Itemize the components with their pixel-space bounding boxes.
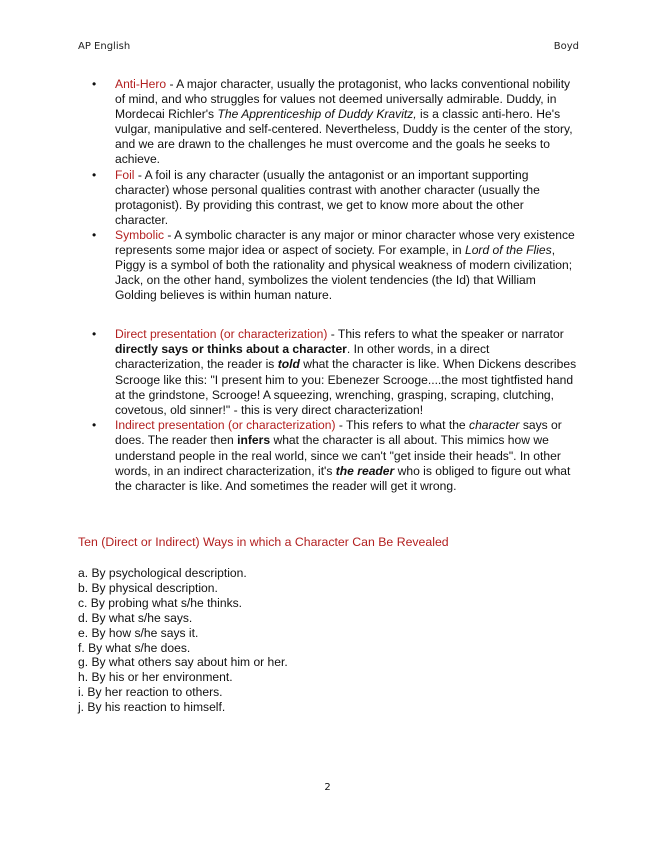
definition-text: character — [469, 418, 520, 433]
ways-list — [78, 566, 288, 715]
definition-text: The Apprenticeship of Duddy Kravitz, — [217, 107, 417, 122]
definition-text: directly says or thinks about a character — [115, 342, 347, 357]
way-item: c. By probing what s/he thinks. — [78, 595, 243, 610]
definition-term: Indirect presentation (or characterization) — [115, 418, 336, 433]
definition-item — [78, 228, 580, 303]
definition-term: Foil — [115, 167, 135, 182]
definition-list-presentation — [78, 327, 580, 494]
definition-term: Anti-Hero — [115, 77, 167, 91]
definition-item — [78, 327, 580, 418]
definition-item — [78, 418, 580, 494]
definition-text: is a classic anti-hero. He's vulgar, manipulative and self-centered. Nevertheless, Duddy is the center of the story, and we are drawn to the challenges he must overcome and the goals he seeks to achieve. — [115, 107, 573, 167]
definition-text: told — [277, 357, 300, 372]
way-item: d. By what s/he says. — [78, 610, 193, 625]
bullet-icon: • — [92, 167, 97, 182]
bullet-icon: • — [92, 327, 97, 341]
definition-text: - A symbolic character is any major or minor character whose very existence represents some major idea or aspect of society. For example, in — [115, 227, 575, 258]
definition-text: what the character is all about. This mimics how we understand people in the real world, since we can't "get inside their heads". In other words, in an indirect characterization, it's — [115, 433, 561, 478]
definition-text: who is obliged to figure out what the character is like. And sometimes the reader will get it wrong. — [115, 463, 571, 494]
way-item: g. By what others say about him or her. — [78, 655, 288, 670]
definition-term: Symbolic — [115, 227, 165, 242]
definition-text: Lord of the Flies — [464, 243, 552, 258]
definition-text: . In other words, in a direct characterization, the reader is — [115, 342, 490, 372]
bullet-icon: • — [92, 418, 97, 433]
bullet-icon: • — [92, 77, 97, 91]
definition-item — [78, 77, 580, 168]
way-item: a. By psychological description. — [78, 566, 247, 580]
definition-text: - A major character, usually the protagonist, who lacks conventional nobility of mind, and who struggles for values not deemed universally admirable. Duddy, in Mordecai Richler's — [115, 77, 571, 122]
way-item: h. By his or her environment. — [78, 670, 233, 685]
definition-list-types — [78, 77, 580, 303]
definition-term: Direct presentation (or characterization) — [115, 327, 328, 341]
definition-text: - This refers to what the — [335, 418, 470, 433]
way-item: f. By what s/he does. — [78, 640, 191, 655]
header-left: AP English — [78, 41, 131, 52]
bullet-icon: • — [92, 227, 97, 242]
way-item: i. By her reaction to others. — [78, 685, 223, 700]
way-item: e. By how s/he says it. — [78, 625, 199, 640]
definition-text: says or does. The reader then — [115, 418, 562, 448]
page-number: 2 — [324, 782, 331, 793]
definition-text: infers — [237, 433, 271, 448]
section-title: Ten (Direct or Indirect) Ways in which a Character Can Be Revealed — [78, 535, 449, 549]
definition-text: - A foil is any character (usually the antagonist or an important supporting character) whose personal qualities contrast with another character (usually the protagonist). By providing this contrast, we get to know more about the other character. — [115, 167, 540, 227]
definition-item — [78, 168, 580, 228]
definition-text: , Piggy is a symbol of both the rationality and physical weakness of modern civilization; Jack, on the other hand, symbolizes the violent tendencies (the Id) that William Golding believes is within human nature. — [115, 243, 573, 303]
header-right: Boyd — [553, 41, 579, 52]
way-item: j. By his reaction to himself. — [78, 700, 226, 715]
definition-text: what the character is like. When Dickens describes Scrooge like this: "I present him to you: Ebenezer Scrooge....the most tightfisted hand at the grindstone, Scrooge! A squeezing, wrenching, grasping, scraping, clutching, covetous, old sinner!" - this is very direct characterization! — [115, 357, 577, 418]
definition-text: - This refers to what the speaker or narrator — [327, 327, 564, 341]
definition-text: the reader — [335, 463, 395, 478]
way-item: b. By physical description. — [78, 580, 218, 595]
